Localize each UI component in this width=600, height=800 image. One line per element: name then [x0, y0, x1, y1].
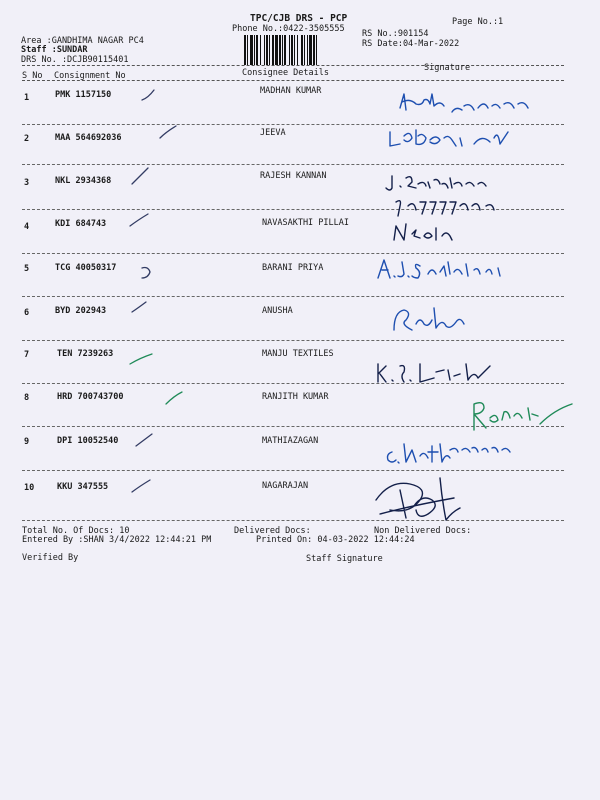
printed-on: Printed On: 04-03-2022 12:44:24: [256, 535, 415, 545]
barcode-bar: [291, 35, 293, 65]
signature-row-7: [374, 356, 504, 386]
tick-mark-icon: [130, 168, 154, 186]
barcode-bar: [254, 35, 255, 65]
row-consignment: PMK 1157150: [55, 90, 112, 100]
row-consignee: ANUSHA: [262, 306, 293, 316]
staff-signature-label: Staff Signature: [306, 554, 383, 564]
row-consignment: TEN 7239263: [57, 349, 114, 359]
column-sno: S No: [22, 71, 43, 81]
divider: [22, 253, 564, 254]
tick-mark-icon: [158, 124, 182, 142]
barcode-bar: [297, 35, 298, 65]
tick-mark-icon: [128, 350, 152, 368]
rs-number: RS No.:901154: [362, 29, 429, 39]
barcode-bar: [282, 35, 283, 65]
phone-number: Phone No.:0422-3505555: [232, 24, 345, 34]
row-sno: 6: [24, 308, 30, 318]
row-sno: 5: [24, 264, 30, 274]
row-consignment: KDI 684743: [55, 219, 107, 229]
row-consignment: KKU 347555: [57, 482, 109, 492]
barcode-bar: [244, 35, 246, 65]
divider: [22, 164, 564, 165]
drs-number: DRS No. :DCJB90115401: [21, 55, 129, 65]
barcode-bar: [260, 35, 261, 65]
barcode-bar: [313, 35, 315, 65]
row-consignment: TCG 40050317: [55, 263, 117, 273]
row-sno: 8: [24, 393, 30, 403]
signature-row-5: [374, 256, 514, 282]
verified-by: Verified By: [22, 553, 79, 563]
barcode-bar: [284, 35, 286, 65]
signature-row-6: [390, 302, 470, 336]
row-consignee: NAGARAJAN: [262, 481, 309, 491]
barcode-bar: [309, 35, 312, 65]
signature-row-10: [370, 470, 466, 528]
barcode-bar: [279, 35, 281, 65]
row-sno: 10: [24, 483, 35, 493]
row-consignee: NAVASAKTHI PILLAI: [262, 218, 349, 228]
row-sno: 7: [24, 350, 30, 360]
tick-mark-icon: [128, 212, 152, 230]
tick-mark-icon: [134, 432, 158, 450]
divider: [22, 80, 564, 81]
row-sno: 4: [24, 222, 30, 232]
barcode-bar: [264, 35, 265, 65]
divider: [22, 340, 564, 341]
barcode-bar: [256, 35, 258, 65]
row-consignee: MATHIAZAGAN: [262, 436, 319, 446]
signature-row-2: [386, 124, 526, 154]
tick-mark-icon: [138, 264, 162, 282]
barcode-bar: [304, 35, 305, 65]
tick-mark-icon: [130, 478, 154, 496]
row-consignee: RAJESH KANNAN: [260, 171, 327, 181]
row-sno: 2: [24, 134, 30, 144]
row-consignment: BYD 202943: [55, 306, 107, 316]
document-title: TPC/CJB DRS - PCP: [250, 13, 348, 24]
signature-row-9: [384, 436, 524, 472]
area-label: Area :GANDHIMA NAGAR PC4: [21, 36, 144, 46]
barcode-bar: [269, 35, 270, 65]
non-delivered-docs: Non Delivered Docs:: [374, 526, 472, 536]
barcode: [244, 35, 354, 65]
divider: [22, 296, 564, 297]
barcode-bar: [250, 35, 253, 65]
row-sno: 3: [24, 178, 30, 188]
entered-by: Entered By :SHAN 3/4/2022 12:44:21 PM: [22, 535, 212, 545]
barcode-bar: [247, 35, 248, 65]
divider: [22, 520, 564, 521]
tick-mark-icon: [130, 300, 154, 318]
row-sno: 1: [24, 93, 30, 103]
tick-mark-icon: [140, 88, 164, 106]
column-signature: Signature: [424, 63, 471, 73]
barcode-bar: [294, 35, 295, 65]
signature-row-1: [396, 90, 536, 122]
row-consignee: MANJU TEXTILES: [262, 349, 334, 359]
divider: [22, 65, 564, 66]
barcode-bar: [272, 35, 274, 65]
row-consignee: RANJITH KUMAR: [262, 392, 329, 402]
column-consignee: Consignee Details: [242, 68, 329, 78]
tick-mark-icon: [164, 390, 188, 408]
barcode-bar: [316, 35, 317, 65]
row-sno: 9: [24, 437, 30, 447]
row-consignment: DPI 10052540: [57, 436, 119, 446]
rs-date: RS Date:04-Mar-2022: [362, 39, 460, 49]
signature-row-3: [386, 172, 506, 218]
column-consignment: Consignment No: [54, 71, 126, 81]
row-consignment: NKL 2934368: [55, 176, 112, 186]
row-consignment: HRD 700743700: [57, 392, 124, 402]
row-consignee: BARANI PRIYA: [262, 263, 324, 273]
page-number: Page No.:1: [452, 17, 504, 27]
total-docs: Total No. Of Docs: 10: [22, 526, 130, 536]
delivered-docs: Delivered Docs:: [234, 526, 311, 536]
barcode-bar: [307, 35, 308, 65]
row-consignment: MAA 564692036: [55, 133, 122, 143]
barcode-bar: [266, 35, 268, 65]
barcode-bar: [275, 35, 278, 65]
barcode-bar: [289, 35, 290, 65]
signature-row-4: [390, 220, 470, 244]
signature-row-8: [468, 394, 578, 434]
staff-label: Staff :SUNDAR: [21, 45, 88, 55]
row-consignee: MADHAN KUMAR: [260, 86, 322, 96]
row-consignee: JEEVA: [260, 128, 286, 138]
barcode-bar: [301, 35, 303, 65]
